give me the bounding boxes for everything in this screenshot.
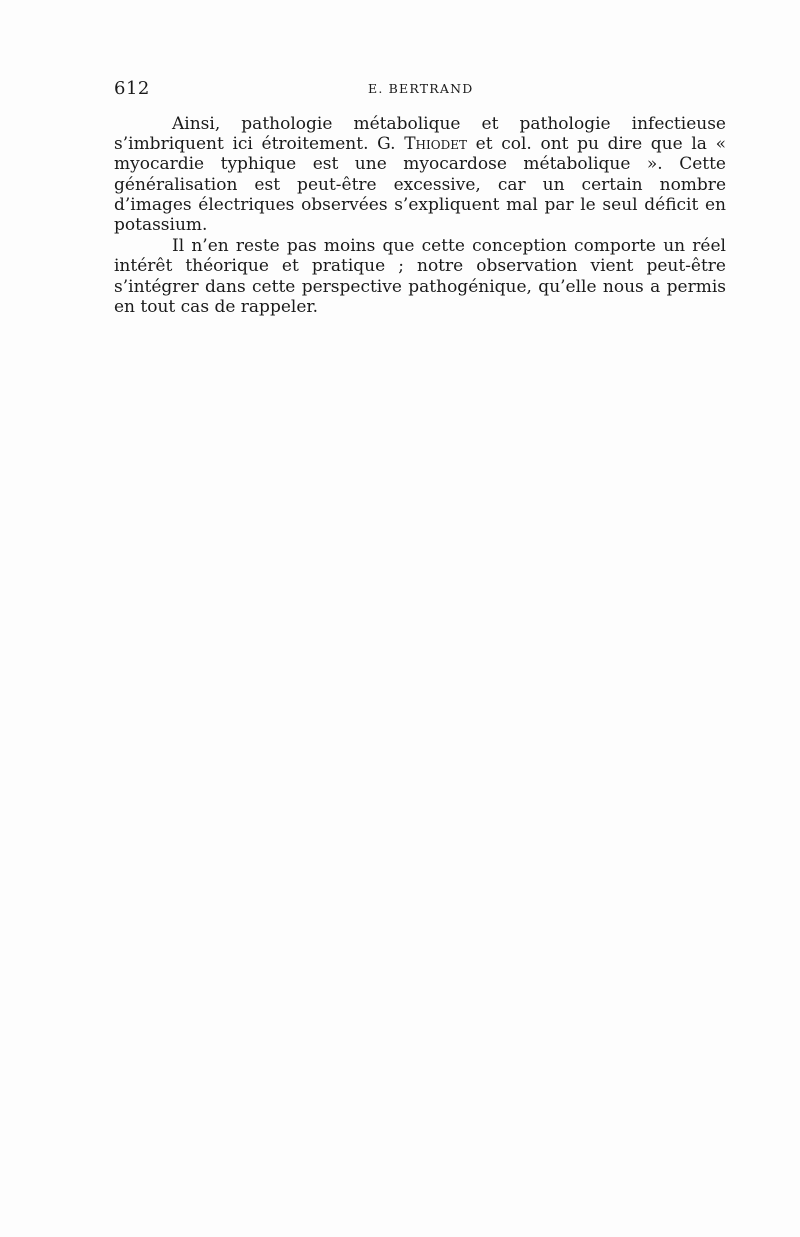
paragraph-2: Il n’en reste pas moins que cette conception comporte un réel intérêt théorique et pratique ; notre observation vient peut-être s’intégrer dans cette perspective pathogénique, qu’elle nous a permis en tout cas de rappeler. [114, 236, 726, 317]
running-head: E. BERTRAND [368, 81, 474, 96]
author-name: Thiodet [404, 134, 467, 155]
paragraph-1-text-start: Ainsi, pathologie métabolique et pathologie infectieuse s’imbriquent ici étroitement. G. [114, 114, 726, 155]
page-header [114, 78, 726, 100]
paragraph-1 [114, 114, 726, 235]
paragraph-1-text-end: et col. ont pu dire que la « myocardie typhique est une myocardose métabolique ». Cette généralisation est peut-être excessive, car un certain nombre d’images électriques observées s’expliquent mal par le seul déficit en potassium. [114, 134, 726, 236]
body-text [114, 114, 726, 317]
page-number: 612 [114, 78, 150, 99]
